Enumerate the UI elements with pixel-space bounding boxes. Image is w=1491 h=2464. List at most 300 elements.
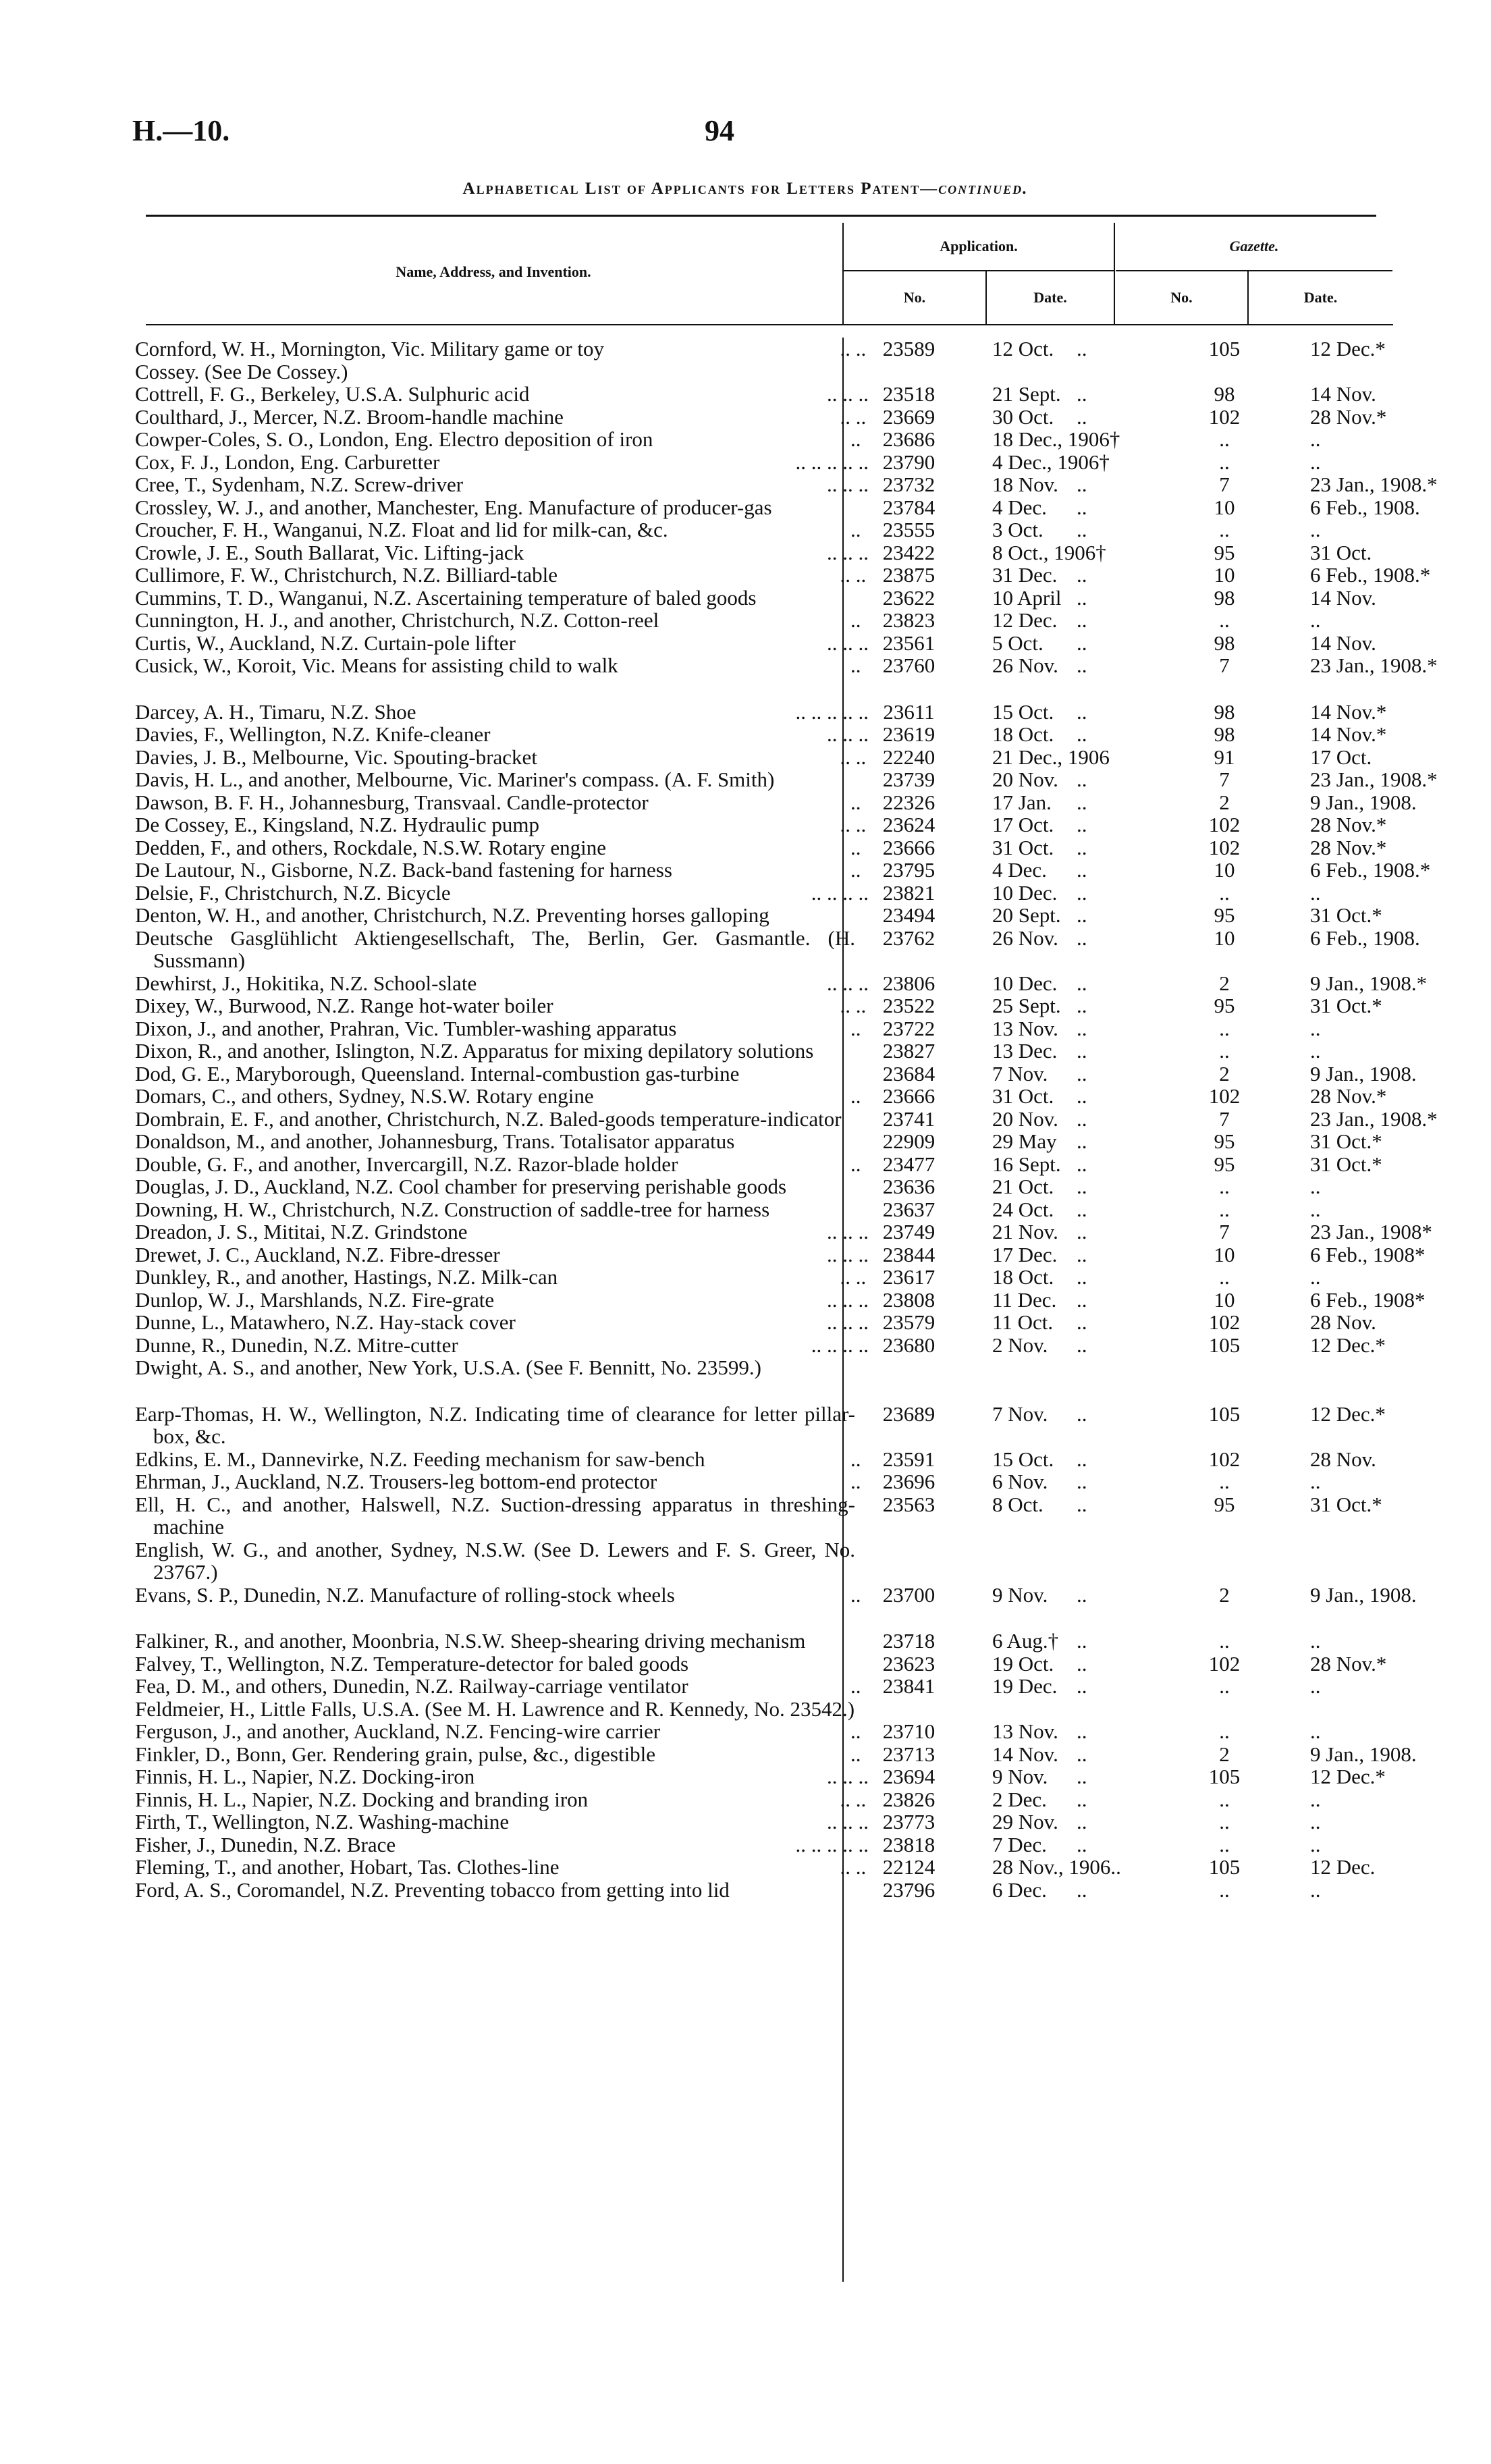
table-row — [135, 404, 1387, 429]
application-number: 23666 — [882, 835, 936, 859]
leader-dots: .. — [1077, 1470, 1087, 1493]
gazette-number: 95 — [1214, 994, 1235, 1017]
application-number: 22909 — [882, 1129, 936, 1153]
leader-dots: .. .. .. — [827, 722, 869, 746]
table-row — [135, 473, 1438, 496]
table-row — [135, 653, 1438, 677]
leader-dots: .. — [1077, 768, 1087, 791]
applicant-entry: Douglas, J. D., Auckland, N.Z. Cool chamber for preserving perishable goods — [135, 1175, 787, 1198]
gazette-date: .. — [1310, 880, 1321, 905]
leader-dots: .. .. .. .. .. — [795, 1832, 869, 1856]
applicant-entry: Dixon, R., and another, Islington, N.Z. Apparatus for mixing depilatory solutions — [135, 1039, 814, 1063]
leader-dots: .. .. — [840, 745, 867, 769]
application-date: 21 Oct. — [992, 1175, 1054, 1198]
gazette-date: .. — [1310, 1470, 1321, 1493]
gazette-date: 9 Jan., 1908. — [1310, 1061, 1417, 1086]
gazette-number: .. — [1219, 1674, 1230, 1698]
leader-dots: .. — [1077, 1265, 1087, 1289]
leader-dots: .. — [1077, 608, 1087, 632]
table-row — [135, 858, 1431, 882]
gazette-date: .. — [1310, 450, 1321, 474]
table-row — [135, 1720, 1377, 1743]
rule-gz-sub — [1116, 270, 1392, 271]
applicant-entry: Dombrain, E. F., and another, Christchurch, N.Z. Baled-goods temperature-indicator — [135, 1106, 842, 1131]
gazette-number: 7 — [1219, 473, 1230, 496]
applicant-entry: Cummins, T. D., Wanganui, N.Z. Ascertaining temperature of baled goods — [135, 585, 757, 610]
application-number: 23624 — [882, 813, 936, 836]
leader-dots: .. — [1077, 926, 1087, 950]
leader-dots: .. .. .. — [827, 1310, 869, 1334]
applicant-entry: Ell, H. C., and another, Halswell, N.Z. Suction-dressing apparatus in threshing-machine — [135, 1492, 855, 1538]
applicant-entry: Cowper-Coles, S. O., London, Eng. Electro deposition of iron .. — [135, 427, 861, 451]
gazette-date: 28 Nov. — [1310, 1310, 1376, 1334]
application-date: 9 Nov. — [992, 1765, 1048, 1788]
table-row — [135, 1630, 1377, 1653]
leader-dots: .. — [1077, 1674, 1087, 1698]
leader-dots: .. .. .. — [827, 631, 869, 655]
applicant-entry: Dwight, A. S., and another, New York, U.S.A. (See F. Bennitt, No. 23599.) — [135, 1356, 761, 1379]
gazette-date: 23 Jan., 1908.* — [1310, 653, 1438, 677]
gazette-number: 105 — [1208, 337, 1241, 360]
applicant-entry: Croucher, F. H., Wanganui, N.Z. Float and lid for milk-can, &c. .. — [135, 518, 861, 541]
gazette-date: .. — [1310, 1175, 1321, 1198]
table-row — [135, 1401, 1386, 1448]
applicant-entry: Domars, C., and others, Sydney, N.S.W. Rotary engine .. — [135, 1084, 861, 1108]
applicant-entry: Downing, H. W., Christchurch, N.Z. Construction of saddle-tree for harness — [135, 1197, 770, 1221]
gazette-number: 98 — [1214, 699, 1235, 724]
table-row — [135, 994, 1382, 1017]
table-row — [135, 1061, 1417, 1086]
leader-dots: .. — [1077, 1197, 1087, 1221]
leader-dots: .. .. — [840, 813, 867, 836]
table-row — [135, 1788, 1377, 1811]
applicant-entry: Crowle, J. E., South Ballarat, Vic. Lifting-jack .. .. .. — [135, 540, 869, 564]
applicant-entry: Davis, H. L., and another, Melbourne, Vic. Mariner's compass. (A. F. Smith) — [135, 768, 775, 791]
gazette-date: 14 Nov. — [1310, 631, 1376, 655]
applicant-entry: Dunne, R., Dunedin, N.Z. Mitre-cutter .. .. .. .. — [135, 1333, 869, 1357]
gazette-date: 31 Oct. — [1310, 540, 1372, 564]
leader-dots: .. — [1077, 1242, 1087, 1266]
table-row — [135, 1152, 1382, 1176]
application-date: 19 Dec. — [992, 1674, 1058, 1698]
leader-dots: .. .. .. — [827, 1242, 869, 1266]
application-number: 23422 — [882, 540, 936, 564]
application-number: 23710 — [882, 1719, 936, 1743]
applicant-entry: Dixey, W., Burwood, N.Z. Range hot-water boiler .. .. — [135, 994, 855, 1017]
applicant-entry: Delsie, F., Christchurch, N.Z. Bicycle .. .. .. .. — [135, 880, 869, 905]
gazette-date: .. — [1310, 1832, 1321, 1856]
application-date: 21 Dec., 1906 — [992, 745, 1110, 769]
gazette-date: 31 Oct.* — [1310, 1152, 1382, 1176]
leader-dots: .. .. .. — [827, 971, 869, 995]
gazette-number: 10 — [1214, 926, 1235, 950]
applicant-entry: De Cossey, E., Kingsland, N.Z. Hydraulic pump .. .. — [135, 813, 855, 836]
gazette-date: 23 Jan., 1908.* — [1310, 473, 1438, 496]
application-date: 18 Nov. — [992, 473, 1058, 496]
leader-dots: .. — [1077, 790, 1087, 814]
gazette-date: 28 Nov.* — [1310, 835, 1387, 859]
application-number: 23739 — [882, 768, 936, 791]
applicant-entry: Feldmeier, H., Little Falls, U.S.A. (See M. H. Lawrence and R. Kennedy, No. 23542.) — [135, 1696, 855, 1721]
leader-dots: .. — [1077, 1765, 1087, 1788]
col-header-app-date: Date. — [1033, 289, 1067, 306]
gazette-date: 28 Nov. — [1310, 1447, 1376, 1471]
leader-dots: .. — [1077, 1401, 1087, 1426]
gazette-number: 102 — [1208, 1651, 1241, 1676]
application-number: 23518 — [882, 382, 936, 406]
gazette-date: .. — [1310, 1629, 1321, 1653]
application-date: 12 Oct. — [992, 337, 1054, 360]
applicant-entry: Fisher, J., Dunedin, N.Z. Brace .. .. .. .. .. — [135, 1832, 869, 1856]
gazette-date: 14 Nov. — [1310, 585, 1376, 610]
gazette-number: 98 — [1214, 631, 1235, 655]
application-number: 23806 — [882, 971, 936, 995]
leader-dots: .. .. — [840, 404, 867, 429]
gazette-date: 23 Jan., 1908* — [1310, 1220, 1432, 1243]
table-row — [135, 1106, 1438, 1131]
application-date: 31 Oct. — [992, 1084, 1054, 1108]
application-date: 29 Nov. — [992, 1810, 1058, 1833]
leader-dots: .. — [1077, 1719, 1087, 1743]
table-row — [135, 563, 1431, 587]
table-row — [135, 882, 1377, 905]
application-number: 23579 — [882, 1310, 936, 1334]
gazette-date: .. — [1310, 608, 1321, 632]
table-row — [135, 360, 1377, 383]
applicant-entry: Darcey, A. H., Timaru, N.Z. Shoe .. .. .. .. .. — [135, 699, 869, 724]
rule-header-bottom — [146, 324, 1393, 325]
applicant-entry: Evans, S. P., Dunedin, N.Z. Manufacture of rolling-stock wheels .. — [135, 1582, 861, 1607]
leader-dots: .. — [1077, 382, 1087, 406]
table-row — [135, 541, 1377, 564]
leader-dots: .. — [1077, 1152, 1087, 1176]
application-date: 9 Nov. — [992, 1582, 1048, 1607]
leader-dots: .. — [1077, 518, 1087, 541]
gazette-date: .. — [1310, 1039, 1321, 1063]
leader-dots: .. — [1077, 653, 1087, 677]
gazette-date: .. — [1310, 1810, 1321, 1833]
application-date: 15 Oct. — [992, 1447, 1054, 1471]
application-number: 23844 — [882, 1242, 936, 1266]
gazette-number: .. — [1219, 1787, 1230, 1811]
leader-dots: .. — [1077, 585, 1087, 610]
table-row — [135, 428, 1377, 451]
col-header-name: Name, Address, and Invention. — [396, 263, 591, 280]
gazette-date: 31 Oct.* — [1310, 903, 1382, 927]
application-number: 23826 — [882, 1787, 936, 1811]
gazette-number: .. — [1219, 1810, 1230, 1833]
application-number: 22326 — [882, 790, 936, 814]
gazette-number: .. — [1219, 1175, 1230, 1198]
application-date: 18 Oct. — [992, 1265, 1054, 1289]
application-number: 23773 — [882, 1810, 936, 1833]
table-row — [135, 1266, 1377, 1289]
table-row — [135, 722, 1387, 746]
gazette-date: 14 Nov.* — [1310, 722, 1387, 746]
gazette-number: .. — [1219, 608, 1230, 632]
applicant-entry: Earp-Thomas, H. W., Wellington, N.Z. Indicating time of clearance for letter pillar-box, &c. — [135, 1401, 855, 1448]
leader-dots: .. — [1077, 337, 1087, 360]
table-row — [135, 495, 1420, 519]
application-date: 6 Nov. — [992, 1470, 1048, 1493]
gazette-date: .. — [1310, 1016, 1321, 1040]
application-date: 28 Nov., 1906.. — [992, 1855, 1121, 1879]
application-number: 23827 — [882, 1039, 936, 1063]
application-date: 17 Dec. — [992, 1242, 1058, 1266]
application-number: 23617 — [882, 1265, 936, 1289]
leader-dots: .. .. .. — [827, 1287, 869, 1312]
gazette-number: 10 — [1214, 563, 1235, 587]
table-row — [135, 813, 1387, 836]
application-number: 23760 — [882, 653, 936, 677]
applicant-entry: Coulthard, J., Mercer, N.Z. Broom-handle machine .. .. — [135, 406, 855, 429]
gazette-number: 102 — [1208, 404, 1241, 429]
leader-dots: .. — [1077, 1333, 1087, 1357]
applicant-entry: Dod, G. E., Maryborough, Queensland. Internal-combustion gas-turbine — [135, 1061, 740, 1086]
application-number: 23696 — [882, 1470, 936, 1493]
application-number: 23477 — [882, 1152, 936, 1176]
application-date: 13 Dec. — [992, 1039, 1058, 1063]
leader-dots: .. — [1077, 1287, 1087, 1312]
application-number: 23818 — [882, 1832, 936, 1856]
leader-dots: .. — [1077, 699, 1087, 724]
applicant-entry: Ford, A. S., Coromandel, N.Z. Preventing tobacco from getting into lid — [135, 1877, 730, 1902]
applicant-entry: Cullimore, F. W., Christchurch, N.Z. Billiard-table .. .. — [135, 564, 855, 587]
application-date: 31 Oct. — [992, 835, 1054, 859]
gazette-date: .. — [1310, 1265, 1321, 1289]
leader-dots: .. — [1077, 994, 1087, 1017]
table-row — [135, 1698, 1377, 1721]
gazette-number: 95 — [1214, 540, 1235, 564]
application-number: 23796 — [882, 1877, 936, 1902]
application-date: 5 Oct. — [992, 631, 1043, 655]
application-number: 23784 — [882, 495, 936, 519]
leader-dots: .. — [1077, 1447, 1087, 1471]
application-number: 23694 — [882, 1765, 936, 1788]
gazette-number: 105 — [1208, 1333, 1241, 1357]
application-date: 8 Oct. — [992, 1492, 1043, 1516]
table-row — [135, 1220, 1432, 1243]
gazette-date: 28 Nov.* — [1310, 1651, 1387, 1676]
leader-dots: .. — [1077, 1810, 1087, 1833]
gazette-number: 105 — [1208, 1855, 1241, 1879]
table-row — [135, 1198, 1377, 1221]
application-date: 29 May — [992, 1129, 1057, 1153]
gazette-date: 6 Feb., 1908. — [1310, 926, 1420, 950]
application-number: 23795 — [882, 858, 936, 882]
table-row — [135, 1811, 1377, 1833]
page-number: 94 — [705, 114, 734, 147]
application-date: 10 April — [992, 585, 1062, 610]
applicant-entry: Ferguson, J., and another, Auckland, N.Z. Fencing-wire carrier .. — [135, 1719, 861, 1743]
application-number: 23732 — [882, 473, 936, 496]
leader-dots: .. — [1077, 404, 1087, 429]
application-date: 31 Dec. — [992, 563, 1058, 587]
application-number: 23741 — [882, 1106, 936, 1131]
gazette-number: 95 — [1214, 1152, 1235, 1176]
applicant-entry: Edkins, E. M., Dannevirke, N.Z. Feeding mechanism for saw-bench .. — [135, 1447, 861, 1471]
leader-dots: .. — [1077, 1061, 1087, 1086]
applicant-entry: Ehrman, J., Auckland, N.Z. Trousers-leg bottom-end protector .. — [135, 1470, 861, 1493]
application-date: 18 Dec., 1906† — [992, 427, 1120, 451]
leader-dots: .. .. .. — [827, 473, 869, 496]
table-row — [135, 609, 1377, 632]
table-row — [135, 587, 1377, 610]
applicant-entry: Dunkley, R., and another, Hastings, N.Z. Milk-can .. .. — [135, 1266, 855, 1289]
applicant-entry: Donaldson, M., and another, Johannesburg, Trans. Totalisator apparatus — [135, 1129, 735, 1153]
gazette-date: .. — [1310, 1719, 1321, 1743]
application-number: 23494 — [882, 903, 936, 927]
gazette-date: .. — [1310, 1877, 1321, 1902]
leader-dots: .. — [1077, 1129, 1087, 1153]
application-date: 10 Dec. — [992, 880, 1058, 905]
applicant-entry: Falkiner, R., and another, Moonbria, N.S.W. Sheep-shearing driving mechanism — [135, 1629, 806, 1653]
table-row — [135, 1333, 1386, 1357]
gazette-date: 12 Dec.* — [1310, 1401, 1386, 1426]
application-date: 20 Nov. — [992, 1106, 1058, 1131]
gazette-date: 12 Dec.* — [1310, 1765, 1386, 1788]
table-row — [135, 1175, 1377, 1198]
applicant-entry: Curtis, W., Auckland, N.Z. Curtain-pole lifter .. .. .. — [135, 631, 869, 655]
table-row — [135, 1017, 1377, 1040]
table-row — [135, 1879, 1377, 1902]
application-date: 20 Sept. — [992, 903, 1061, 927]
leader-dots: .. — [1077, 1742, 1087, 1766]
application-date: 21 Sept. — [992, 382, 1061, 406]
application-number: 23637 — [882, 1197, 936, 1221]
gazette-date: 28 Nov.* — [1310, 813, 1387, 836]
application-number: 23823 — [882, 608, 936, 632]
table-row — [135, 1582, 1417, 1607]
gazette-date: 31 Oct.* — [1310, 1129, 1382, 1153]
table-row — [135, 1651, 1387, 1676]
gazette-date: 9 Jan., 1908. — [1310, 1742, 1417, 1766]
gazette-date: 23 Jan., 1908.* — [1310, 768, 1438, 791]
leader-dots: .. .. — [840, 1265, 867, 1289]
application-date: 6 Dec. — [992, 1877, 1047, 1902]
gazette-number: .. — [1219, 880, 1230, 905]
table-row — [135, 1356, 1377, 1379]
application-number: 23622 — [882, 585, 936, 610]
applicant-entry: Cusick, W., Koroit, Vic. Means for assisting child to walk .. — [135, 653, 861, 677]
gazette-date: 14 Nov. — [1310, 382, 1376, 406]
applicant-entry: Davies, F., Wellington, N.Z. Knife-cleaner .. .. .. — [135, 722, 869, 746]
application-date: 30 Oct. — [992, 404, 1054, 429]
application-date: 26 Nov. — [992, 653, 1058, 677]
applicant-entry: Finkler, D., Bonn, Ger. Rendering grain, pulse, &c., digestible .. — [135, 1742, 861, 1766]
leader-dots: .. — [1077, 722, 1087, 746]
application-number: 23666 — [882, 1084, 936, 1108]
gazette-date: 9 Jan., 1908.* — [1310, 971, 1428, 995]
gazette-date: 6 Feb., 1908* — [1310, 1242, 1426, 1266]
gazette-number: 105 — [1208, 1765, 1241, 1788]
gazette-number: 2 — [1219, 971, 1230, 995]
leader-dots: .. .. .. — [827, 1810, 869, 1833]
gazette-number: .. — [1219, 518, 1230, 541]
table-row — [135, 518, 1377, 541]
gazette-number: 10 — [1214, 495, 1235, 519]
application-date: 20 Nov. — [992, 768, 1058, 791]
leader-dots: .. — [1077, 835, 1087, 859]
application-number: 22240 — [882, 745, 936, 769]
gazette-date: 14 Nov.* — [1310, 699, 1387, 724]
leader-dots: .. — [1077, 1651, 1087, 1676]
application-date: 4 Dec. — [992, 495, 1047, 519]
table-row — [135, 1287, 1426, 1312]
application-date: 25 Sept. — [992, 994, 1061, 1017]
leader-dots: .. — [1077, 903, 1087, 927]
leader-dots: .. — [1077, 1039, 1087, 1063]
leader-dots: .. .. — [840, 1855, 867, 1879]
application-date: 13 Nov. — [992, 1719, 1058, 1743]
leader-dots: .. .. .. .. — [811, 1333, 869, 1357]
applicant-entry: Davies, J. B., Melbourne, Vic. Spouting-bracket .. .. — [135, 746, 855, 769]
gazette-date: 12 Dec.* — [1310, 1333, 1386, 1357]
gazette-number: .. — [1219, 1039, 1230, 1063]
application-date: 7 Dec. — [992, 1832, 1047, 1856]
applicant-entry: Fea, D. M., and others, Dunedin, N.Z. Railway-carriage ventilator .. — [135, 1674, 861, 1698]
application-date: 8 Oct., 1906† — [992, 540, 1106, 564]
gazette-date: 6 Feb., 1908.* — [1310, 563, 1431, 587]
application-date: 26 Nov. — [992, 926, 1058, 950]
leader-dots: .. .. .. — [827, 540, 869, 564]
leader-dots: .. .. .. — [827, 1220, 869, 1243]
gazette-date: .. — [1310, 1787, 1321, 1811]
table-row — [135, 1470, 1377, 1493]
applicant-entry: Cottrell, F. G., Berkeley, U.S.A. Sulphuric acid .. .. .. — [135, 382, 869, 406]
application-date: 2 Nov. — [992, 1333, 1048, 1357]
gazette-date: 6 Feb., 1908. — [1310, 495, 1420, 519]
applicant-entry: Deutsche Gasglühlicht Aktiengesellschaft, The, Berlin, Ger. Gasmantle. (H. Sussmann) — [135, 926, 855, 972]
application-number: 23591 — [882, 1447, 936, 1471]
gazette-number: 105 — [1208, 1401, 1241, 1426]
gazette-number: 7 — [1219, 653, 1230, 677]
application-date: 6 Aug.† — [992, 1629, 1059, 1653]
leader-dots: .. — [1077, 1629, 1087, 1653]
applicant-entry: Dunlop, W. J., Marshlands, N.Z. Fire-grate .. .. .. — [135, 1287, 869, 1312]
applicant-entry: Cox, F. J., London, Eng. Carburetter .. .. .. .. .. — [135, 450, 869, 474]
col-header-gz-no: No. — [1170, 289, 1193, 306]
col-header-app-no: No. — [903, 289, 926, 306]
applicant-entry: Dewhirst, J., Hokitika, N.Z. School-slate .. .. .. — [135, 971, 869, 995]
leader-dots: .. — [1077, 971, 1087, 995]
application-date: 18 Oct. — [992, 722, 1054, 746]
gazette-date: .. — [1310, 1197, 1321, 1221]
gazette-number: .. — [1219, 1629, 1230, 1653]
leader-dots: .. — [1077, 1492, 1087, 1516]
application-number: 23619 — [882, 722, 936, 746]
application-date: 17 Oct. — [992, 813, 1054, 836]
gazette-number: 98 — [1214, 722, 1235, 746]
gazette-date: 12 Dec.* — [1310, 337, 1386, 360]
gazette-number: .. — [1219, 1877, 1230, 1902]
application-date: 4 Dec. — [992, 858, 1047, 882]
application-date: 14 Nov. — [992, 1742, 1058, 1766]
applicant-entry: Dreadon, J. S., Mititai, N.Z. Grindstone .. .. .. — [135, 1220, 869, 1243]
leader-dots: .. — [1077, 1106, 1087, 1131]
applicant-entry: Crossley, W. J., and another, Manchester, Eng. Manufacture of producer-gas — [135, 495, 772, 519]
gazette-number: 102 — [1208, 835, 1241, 859]
applicant-entry: Cornford, W. H., Mornington, Vic. Military game or toy .. .. — [135, 338, 855, 360]
application-number: 23563 — [882, 1492, 936, 1516]
gazette-date: 28 Nov.* — [1310, 404, 1387, 429]
gazette-number: .. — [1219, 1832, 1230, 1856]
gazette-number: 102 — [1208, 1084, 1241, 1108]
application-date: 17 Jan. — [992, 790, 1052, 814]
leader-dots: .. .. — [840, 994, 867, 1017]
gazette-number: 95 — [1214, 903, 1235, 927]
gazette-date: 9 Jan., 1908. — [1310, 1582, 1417, 1607]
